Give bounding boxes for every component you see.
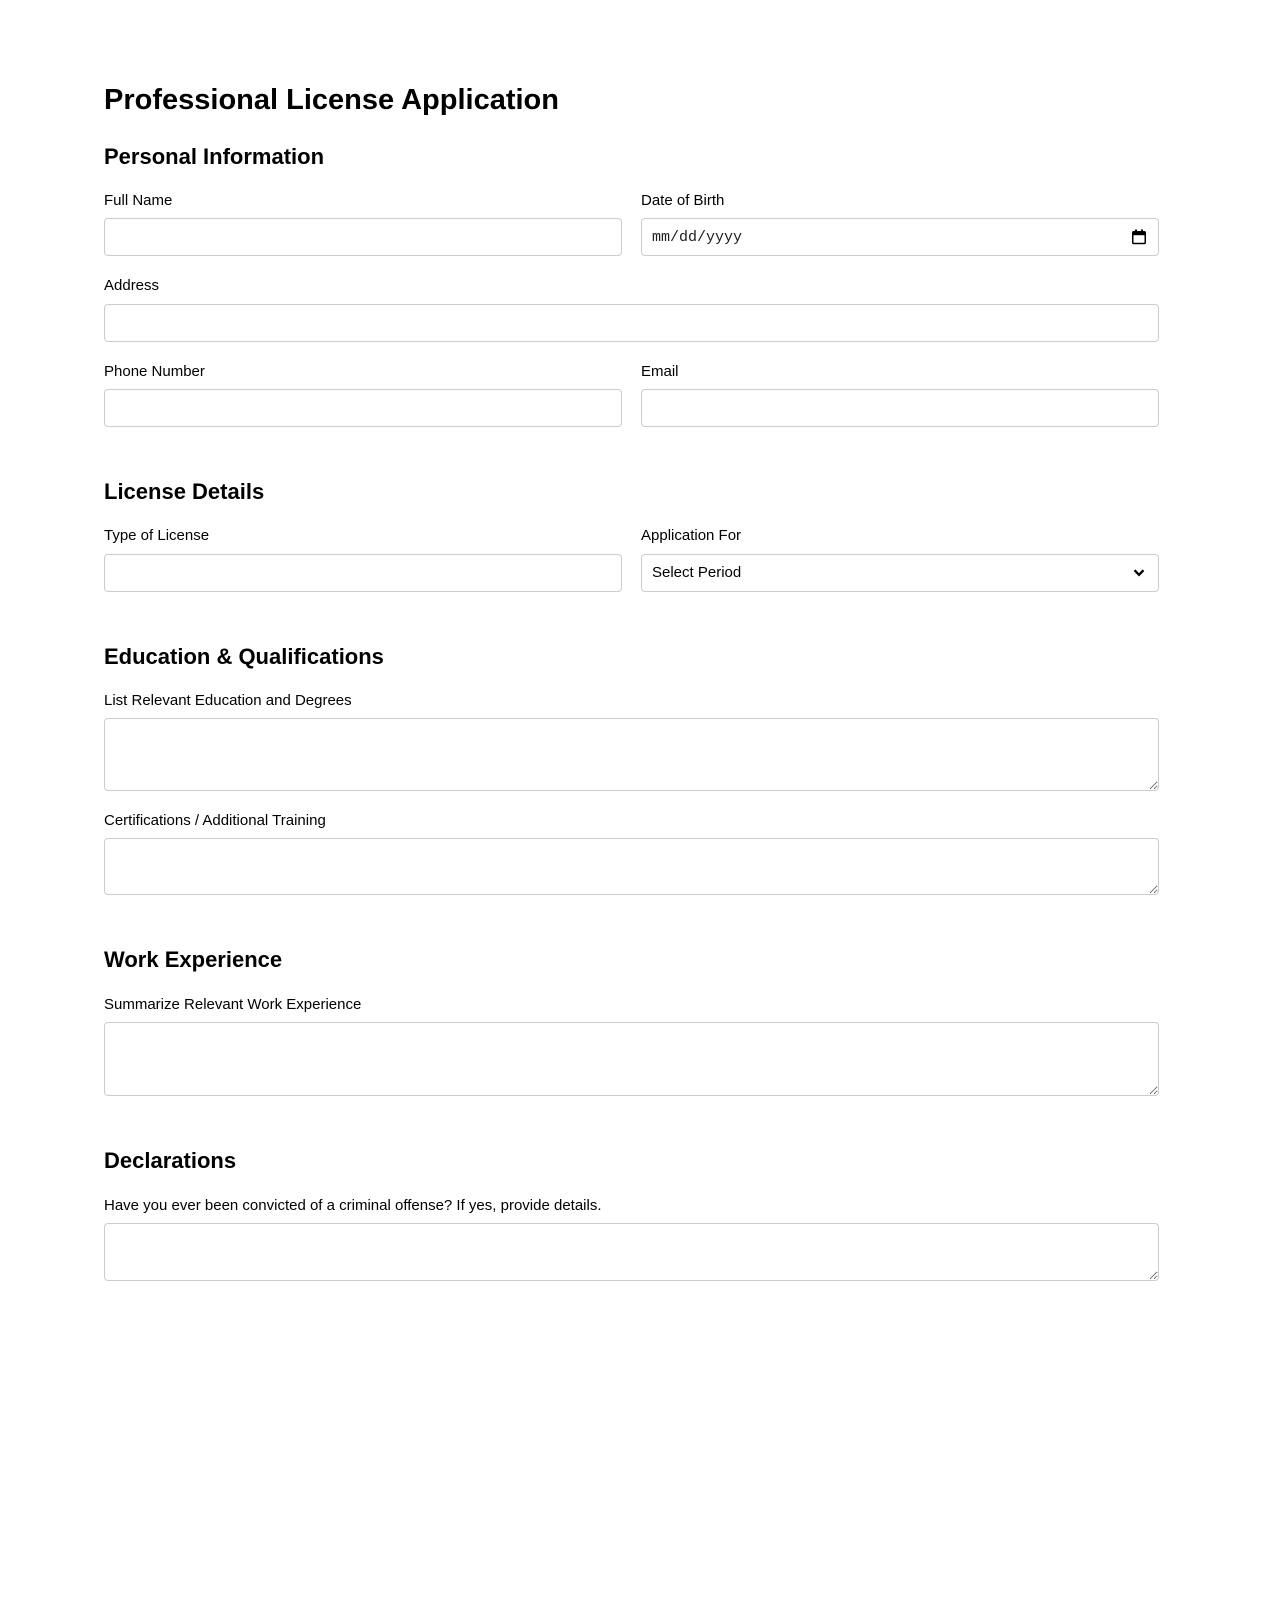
type-of-license-field — [104, 527, 622, 591]
date-of-birth-input[interactable] — [641, 218, 1159, 256]
section-education-qualifications — [104, 644, 1159, 896]
declarations-heading: Declarations — [104, 1148, 237, 1174]
full-name-input[interactable] — [104, 218, 622, 256]
full-name-label: Full Name — [104, 192, 173, 210]
certifications-field — [104, 812, 1159, 895]
date-of-birth-label: Date of Birth — [641, 192, 725, 210]
work-summary-field — [104, 996, 1159, 1096]
section-work-experience — [104, 947, 1159, 1096]
certifications-label: Certifications / Additional Training — [104, 812, 326, 830]
education-degrees-field — [104, 692, 1159, 791]
certifications-textarea[interactable] — [104, 838, 1159, 895]
criminal-offense-textarea[interactable] — [104, 1223, 1159, 1281]
section-personal-information — [104, 144, 1159, 427]
license-row-1 — [104, 527, 1159, 591]
section-declarations — [104, 1148, 1159, 1281]
personal-information-heading: Personal Information — [104, 143, 325, 169]
phone-number-label: Phone Number — [104, 362, 205, 380]
work-summary-label: Summarize Relevant Work Experience — [104, 995, 362, 1013]
phone-number-input[interactable] — [104, 389, 622, 427]
type-of-license-input[interactable] — [104, 554, 622, 592]
type-of-license-label: Type of License — [104, 527, 210, 545]
section-license-details — [104, 479, 1159, 592]
work-summary-textarea[interactable] — [104, 1022, 1159, 1096]
license-details-heading: License Details — [104, 478, 265, 504]
application-for-select[interactable] — [641, 554, 1159, 592]
date-of-birth-field — [641, 192, 1159, 256]
address-field — [104, 277, 1159, 341]
email-label: Email — [641, 362, 679, 380]
application-for-field — [641, 527, 1159, 591]
application-for-select-wrap — [641, 554, 1159, 592]
personal-row-1 — [104, 192, 1159, 256]
full-name-field — [104, 192, 622, 256]
address-label: Address — [104, 277, 160, 295]
address-input[interactable] — [104, 304, 1159, 342]
work-experience-heading: Work Experience — [104, 947, 283, 973]
education-degrees-textarea[interactable] — [104, 718, 1159, 791]
license-application-form — [104, 0, 1159, 1281]
criminal-offense-label: Have you ever been convicted of a criminal offense? If yes, provide details. — [104, 1196, 602, 1214]
date-of-birth-input-wrap — [641, 218, 1159, 256]
email-input[interactable] — [641, 389, 1159, 427]
education-degrees-label: List Relevant Education and Degrees — [104, 691, 352, 709]
phone-number-field — [104, 363, 622, 427]
application-for-label: Application For — [641, 527, 742, 545]
email-field — [641, 363, 1159, 427]
criminal-offense-field — [104, 1197, 1159, 1281]
personal-row-2 — [104, 363, 1159, 427]
education-qualifications-heading: Education & Qualifications — [104, 643, 384, 669]
page-title: Professional License Application — [104, 84, 559, 116]
